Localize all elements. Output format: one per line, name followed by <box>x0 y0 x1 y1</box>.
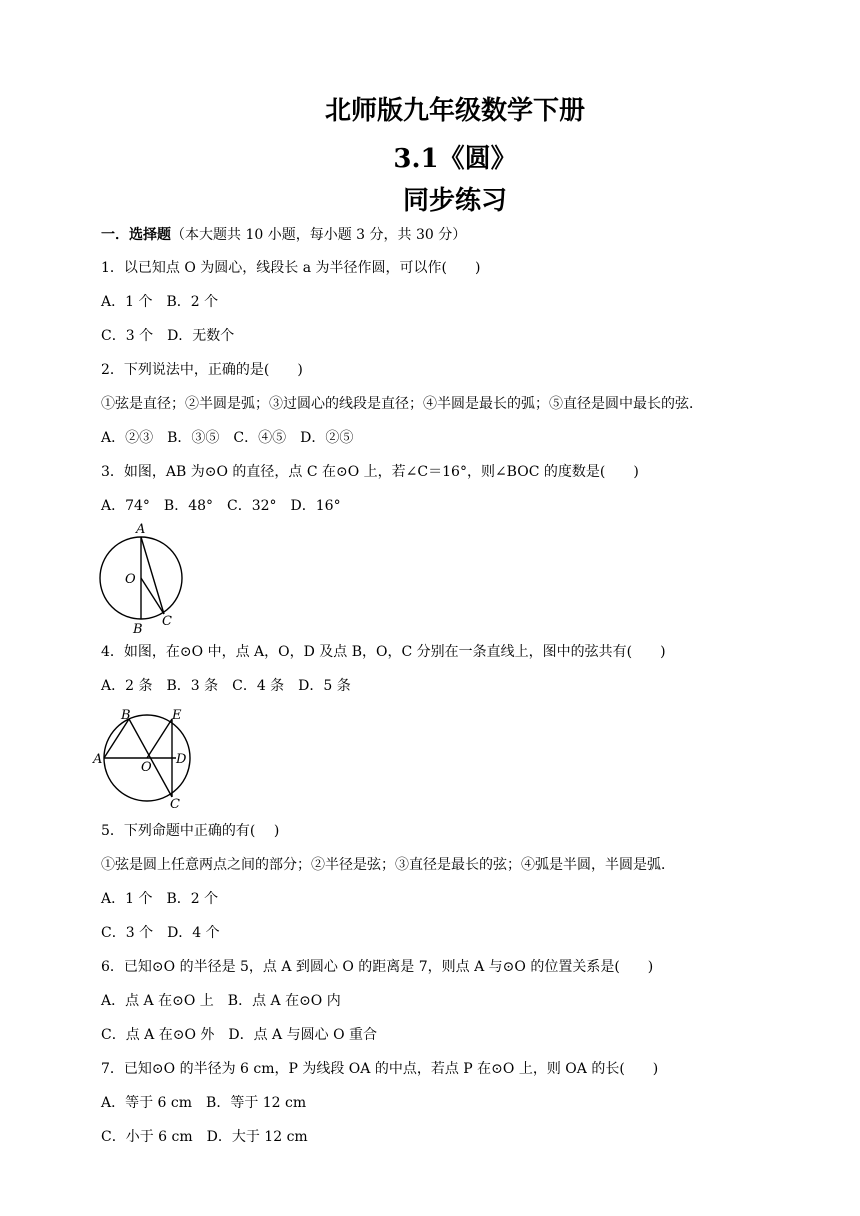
label-o: O <box>141 760 152 775</box>
label-e: E <box>172 708 182 723</box>
document-subtitle: 3.1《圆》 <box>393 144 517 174</box>
question-5-options-row-2: C．3 个 D．4 个 <box>101 925 220 941</box>
chord-ab <box>104 719 129 758</box>
question-2-stem: 2．下列说法中，正确的是( ) <box>101 362 303 378</box>
question-5-statements: ①弦是圆上任意两点之间的部分；②半径是弦；③直径是最长的弦；④弧是半圆，半圆是弧． <box>101 857 675 873</box>
question-1-options-row-1: A．1 个 B．2 个 <box>101 294 219 310</box>
label-c: C <box>170 797 180 810</box>
label-c: C <box>162 614 172 629</box>
document-title: 北师版九年级数学下册 <box>324 96 585 126</box>
question-1-options-row-2: C．3 个 D．无数个 <box>101 328 235 344</box>
question-2-options: A．②③ B．③⑤ C．④⑤ D．②⑤ <box>101 430 354 446</box>
question-5-stem: 5．下列命题中正确的有( ) <box>101 823 280 839</box>
question-7-options-row-1: A．等于 6 cm B．等于 12 cm <box>101 1095 307 1111</box>
label-o: O <box>125 572 136 587</box>
question-2-statements: ①弦是直径；②半圆是弧；③过圆心的线段是直径；④半圆是最长的弧；⑤直径是圆中最长的弦． <box>101 396 703 412</box>
question-6-options-row-1: A．点 A 在⊙O 上 B．点 A 在⊙O 内 <box>101 993 341 1009</box>
question-6-stem: 6．已知⊙O 的半径是 5，点 A 到圆心 O 的距离是 7，则点 A 与⊙O 的位置关系是( ) <box>101 959 654 975</box>
question-5-options-row-1: A．1 个 B．2 个 <box>101 891 219 907</box>
question-7-stem: 7．已知⊙O 的半径为 6 cm，P 为线段 OA 的中点，若点 P 在⊙O 上，则 OA 的长( ) <box>101 1061 659 1077</box>
question-1-stem: 1．以已知点 O 为圆心，线段长 a 为半径作圆，可以作( ) <box>101 260 481 276</box>
label-a: A <box>93 752 103 767</box>
question-3-stem: 3．如图，AB 为⊙O 的直径，点 C 在⊙O 上，若∠C＝16°，则∠BOC 的度数是( ) <box>101 464 639 480</box>
chord-ac <box>141 537 164 614</box>
question-4-circle-figure <box>92 704 202 810</box>
section-heading <box>101 226 466 244</box>
section-label: 一．选择题 <box>101 227 171 243</box>
label-b: B <box>121 708 131 723</box>
radius-oc <box>141 578 164 614</box>
label-d: D <box>176 752 187 767</box>
section-note: （本大题共 10 小题，每小题 3 分，共 30 分） <box>171 227 467 243</box>
label-a: A <box>136 522 146 537</box>
question-4-stem: 4．如图，在⊙O 中，点 A，O，D 及点 B，O，C 分别在一条直线上，图中的弦共有( ) <box>101 644 666 660</box>
question-7-options-row-2: C．小于 6 cm D．大于 12 cm <box>101 1129 308 1145</box>
question-6-options-row-2: C．点 A 在⊙O 外 D．点 A 与圆心 O 重合 <box>101 1027 377 1043</box>
document-section-title: 同步练习 <box>402 186 507 216</box>
question-4-options: A．2 条 B．3 条 C．4 条 D．5 条 <box>101 678 351 694</box>
segment-oe <box>147 719 172 758</box>
question-3-options: A．74° B．48° C．32° D．16° <box>101 498 341 514</box>
question-3-circle-figure <box>92 518 192 638</box>
label-b: B <box>133 622 143 637</box>
